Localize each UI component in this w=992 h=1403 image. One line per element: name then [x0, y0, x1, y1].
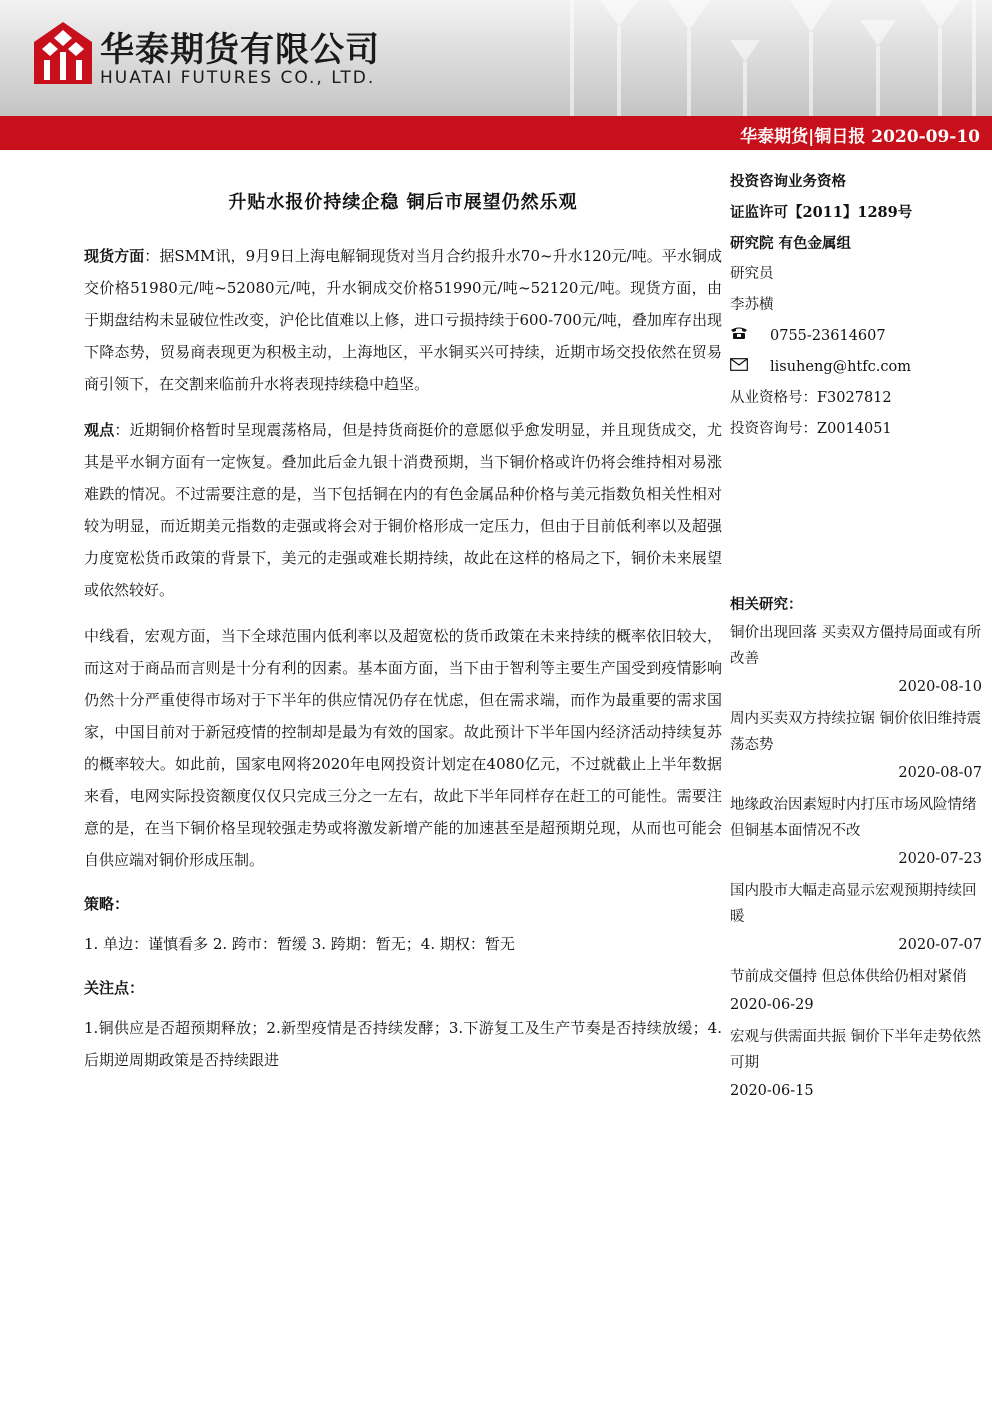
related-title[interactable]: 地缘政治因素短时内打压市场风险情绪 但铜基本面情况不改 [730, 797, 977, 839]
related-title[interactable]: 铜价出现回落 买卖双方僵持局面或有所改善 [730, 625, 982, 667]
phone-icon [730, 321, 770, 352]
spot-label: 现货方面 [84, 247, 145, 265]
sidebar [730, 160, 982, 1110]
email-row [730, 352, 982, 383]
phone-row [730, 321, 982, 352]
decorative-pattern [560, 0, 992, 116]
spot-text: ：据SMM讯，9月9日上海电解铜现货对当月合约报升水70~升水120元/吨。平水铜成交价格51980元/吨~52080元/吨，升水铜成交价格51990元/吨~52120元/吨。现货方面，由于期盘结构未显破位性改变，沪伦比值难以上修，进口亏损持续于600-700元/吨，叠加库存出现下降态势，贸易商表现更为积极主动，上海地区，平水铜买兴可持续，近期市场交投依然在贸易商引领下，在交割来临前升水将表现持续稳中趋坚。 [84, 247, 722, 393]
midterm-paragraph: 中线看，宏观方面，当下全球范围内低利率以及超宽松的货币政策在未来持续的概率依旧较大，而这对于商品而言则是十分有利的因素。基本面方面，当下由于智利等主要生产国受到疫情影响仍然十分严重使得市场对于下半年的供应情况仍存在忧虑，但在需求端，而作为最重要的需求国家，中国目前对于新冠疫情的控制却是最为有效的国家。故此预计下半年国内经济活动持续复苏的概率较大。如此前，国家电网将2020年电网投资计划定在4080亿元，不过就截止上半年数据来看，电网实际投资额度仅仅只完成三分之一左右，故此下半年同样存在赶工的可能性。需要注意的是，在当下铜价格呈现较强走势或将激发新增产能的加速甚至是超预期兑现，从而也可能会自供应端对铜价形成压制。 [84, 627, 722, 869]
report-tag: 华泰期货|铜日报 2020-09-10 [740, 127, 980, 147]
related-date: 2020-08-10 [898, 679, 982, 695]
view-text: ：近期铜价格暂时呈现震荡格局，但是持货商挺价的意愿似乎愈发明显，并且现货成交，尤其是平水铜方面有一定恢复。叠加此后金九银十消费预期，当下铜价格或许仍将会维持相对易涨难跌的情况。不过需要注意的是，当下包括铜在内的有色金属品种价格与美元指数负相关性相对较为明显，而近期美元指数的走强或将会对于铜价格形成一定压力，但由于目前低利率以及超强力度宽松货币政策的背景下，美元的走强或难长期持续，故此在这样的格局之下，铜价未来展望或依然较好。 [84, 421, 722, 599]
department: 研究院 有色金属组 [730, 235, 852, 252]
consult-number: 投资咨询号：Z0014051 [730, 421, 892, 437]
related-date: 2020-06-29 [730, 997, 814, 1013]
related-date: 2020-08-07 [898, 765, 982, 781]
related-item[interactable] [730, 706, 982, 788]
company-name-cn: 华泰期货有限公司 [100, 30, 380, 70]
related-title[interactable]: 周内买卖双方持续拉锯 铜价依旧维持震荡态势 [730, 711, 982, 753]
related-title[interactable]: 国内股市大幅走高显示宏观预期持续回暖 [730, 883, 977, 925]
related-item[interactable] [730, 964, 982, 1020]
page-header [0, 0, 992, 116]
related-item[interactable] [730, 1024, 982, 1106]
spot-paragraph [84, 240, 722, 400]
qualification: 投资咨询业务资格 [730, 173, 846, 190]
related-title[interactable]: 宏观与供需面共振 铜价下半年走势依然可期 [730, 1029, 982, 1071]
focus-heading: 关注点： [84, 979, 145, 997]
related-date: 2020-06-15 [730, 1083, 814, 1099]
cert-number: 从业资格号：F3027812 [730, 390, 892, 406]
phone-number: 0755-23614607 [770, 328, 886, 344]
strategy-paragraph: 1. 单边：谨慎看多 2. 跨市：暂缓 3. 跨期：暂无；4. 期权：暂无 [84, 935, 515, 953]
related-item[interactable] [730, 878, 982, 960]
view-label: 观点 [84, 421, 115, 439]
focus-paragraph: 1.铜供应是否超预期释放；2.新型疫情是否持续发酵；3.下游复工及生产节奏是否持续放缓；4. 后期逆周期政策是否持续跟进 [84, 1019, 722, 1069]
article [84, 160, 722, 1090]
email-address[interactable]: lisuheng@htfc.com [770, 359, 911, 375]
view-paragraph [84, 414, 722, 606]
related-heading: 相关研究： [730, 596, 803, 613]
article-title: 升贴水报价持续企稳 铜后市展望仍然乐观 [228, 192, 578, 213]
related-title[interactable]: 节前成交僵持 但总体供给仍相对紧俏 [730, 969, 967, 985]
mail-icon [730, 352, 770, 383]
author-name: 李苏横 [730, 297, 774, 313]
license: 证监许可【2011】1289号 [730, 204, 913, 221]
related-date: 2020-07-23 [898, 851, 982, 867]
company-name-en: HUATAI FUTURES CO., LTD. [100, 68, 376, 88]
related-item[interactable] [730, 620, 982, 702]
author-role: 研究员 [730, 266, 774, 282]
strategy-heading: 策略： [84, 895, 130, 913]
related-list [730, 620, 982, 1106]
report-banner [0, 116, 992, 150]
related-item[interactable] [730, 792, 982, 874]
company-logo [34, 22, 92, 84]
related-date: 2020-07-07 [898, 937, 982, 953]
